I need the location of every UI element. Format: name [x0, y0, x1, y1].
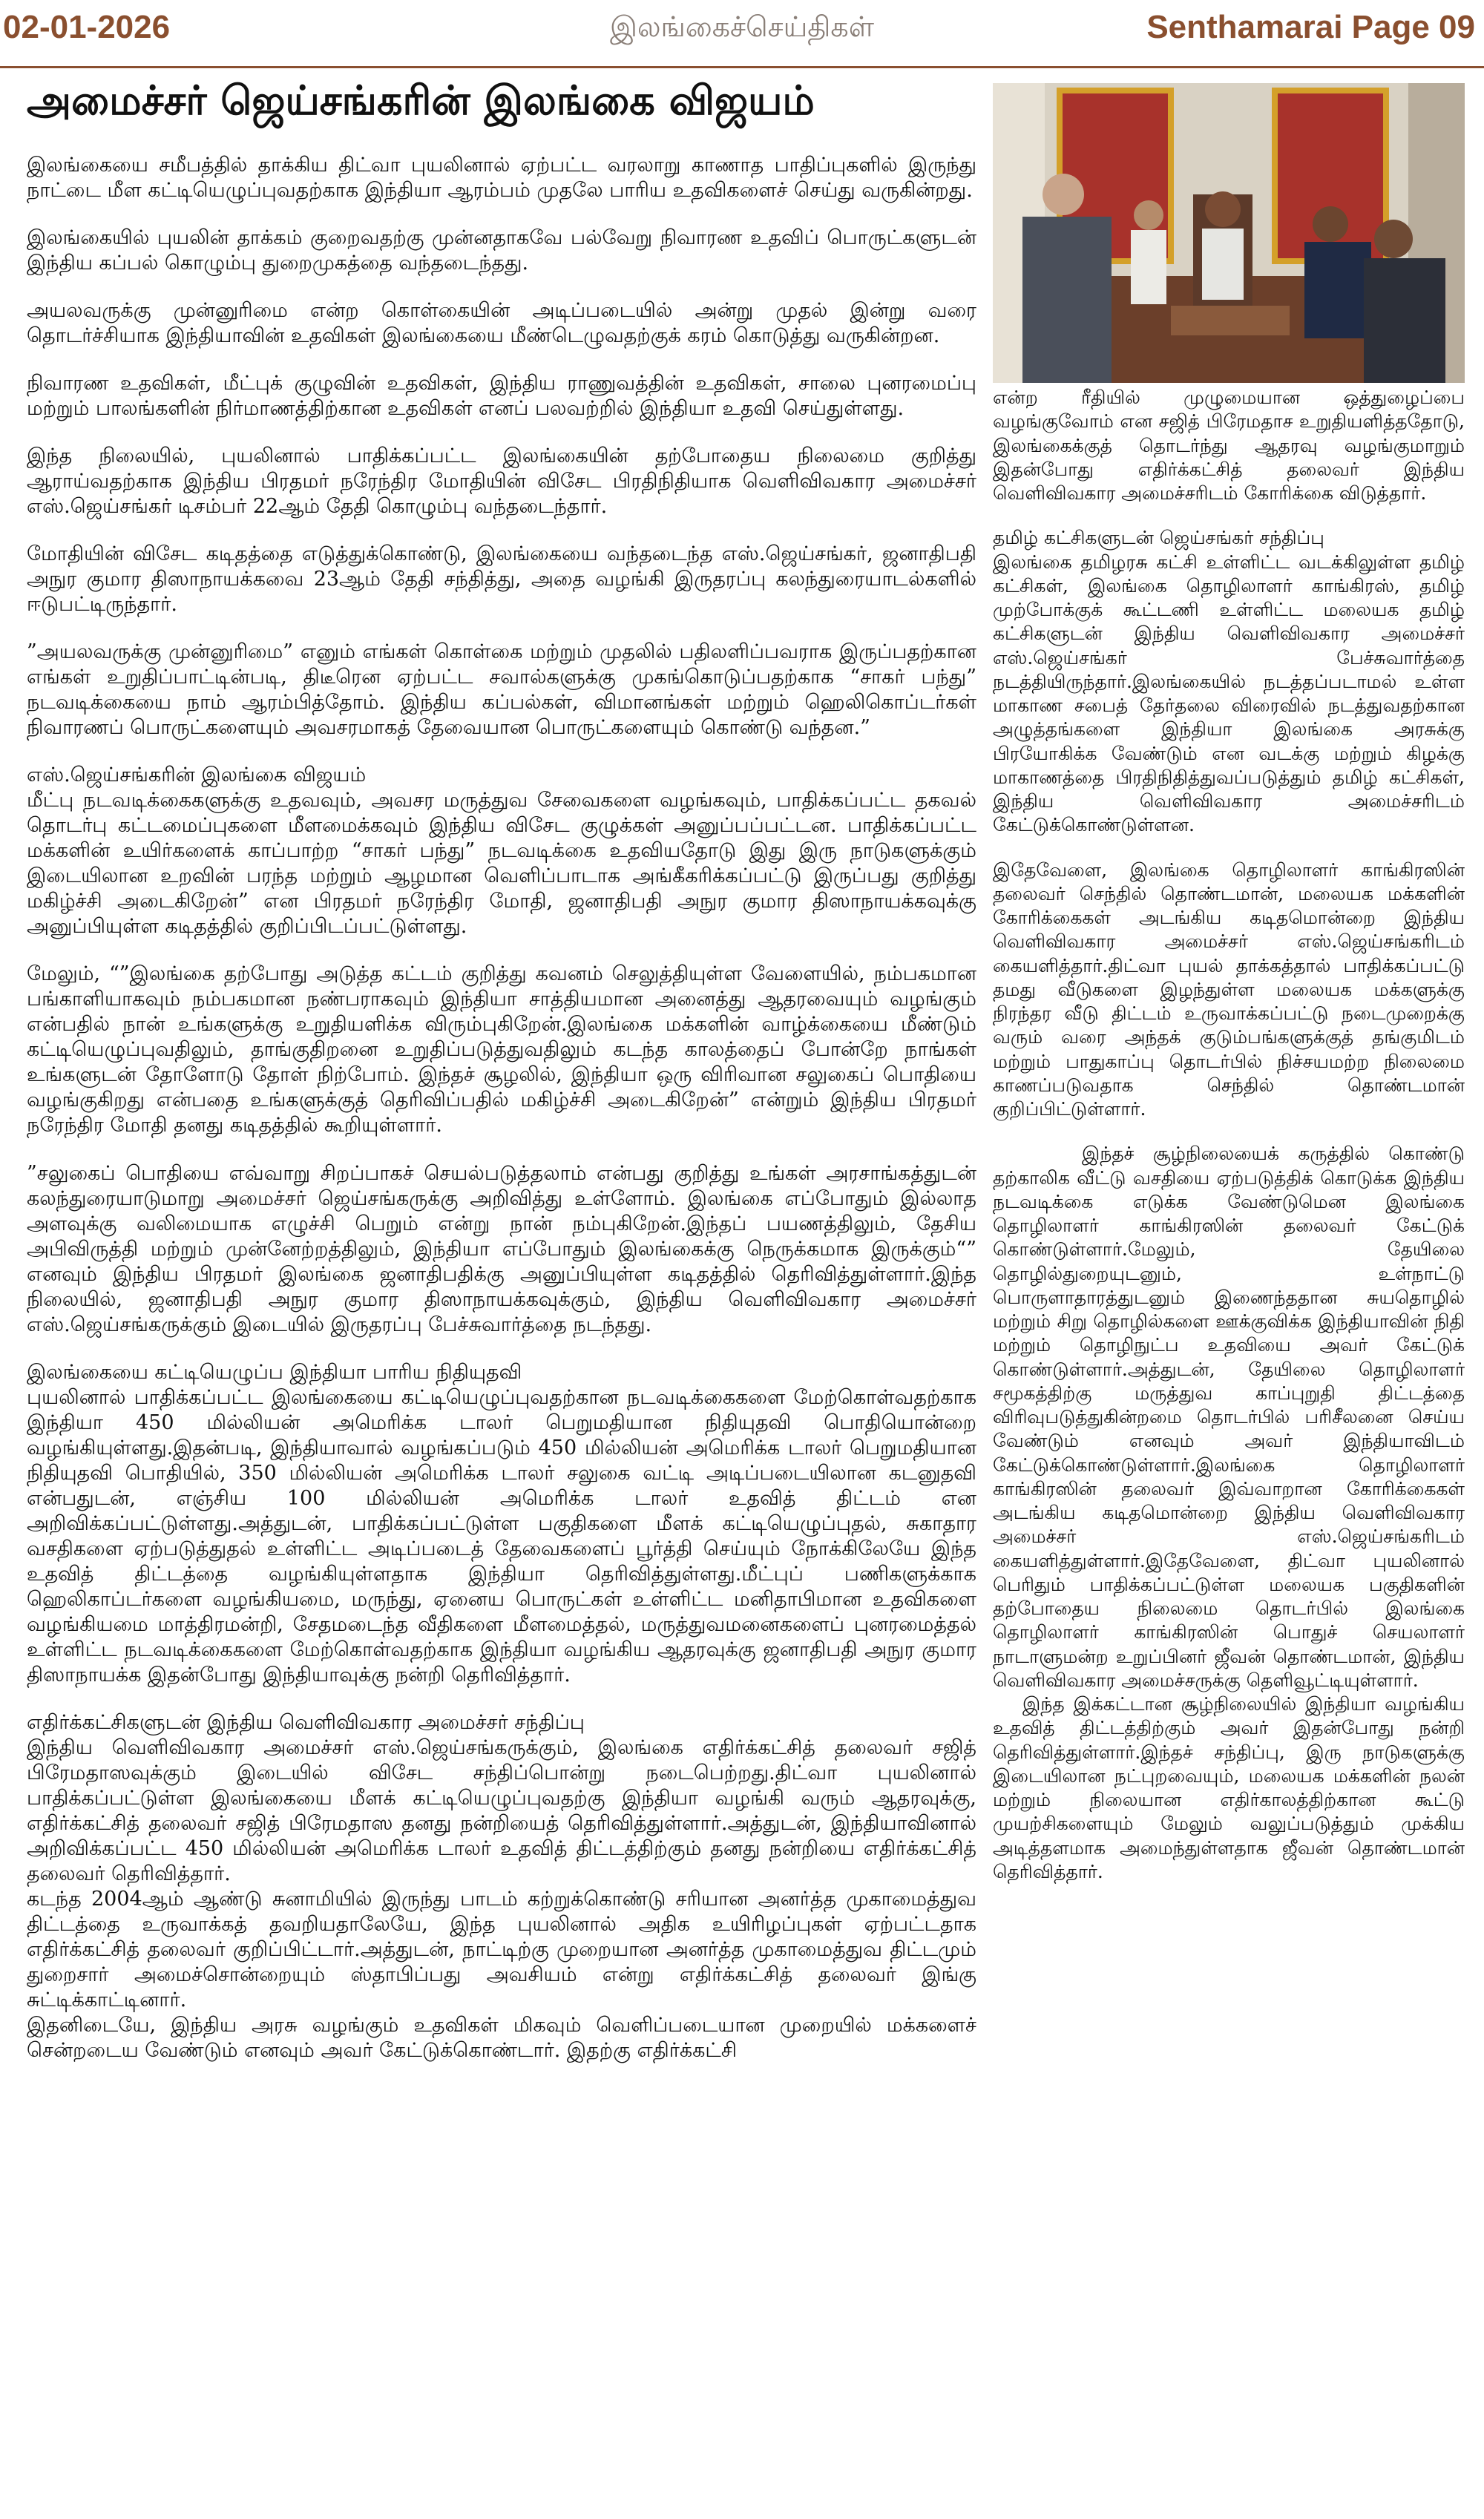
- person-suit: [1364, 258, 1445, 383]
- masthead: [0, 0, 1484, 68]
- person-shirt: [1202, 229, 1244, 300]
- article-paragraph: மீட்பு நடவடிக்கைகளுக்கு உதவவும், அவசர மருத்துவ சேவைகளை வழங்கவும், பாதிக்கப்பட்ட தகவல் தொடர்பு கட்டமைப்புகளை மீளமைக்கவும் இந்திய விசேட குழுக்கள் அனுப்பப்பட்டன. பாதிக்கப்பட்ட மக்களின் உயிர்களைக் காப்பாற்ற “சாகர் பந்து” நடவடிக்கை உதவியதோடு இது இரு நாடுகளுக்கும் இடையிலான உறவின் பரந்த மற்றும் ஆழமான வெளிப்பாடாக அங்கீகரிக்கப்பட்டு இருப்பது குறித்து மகிழ்ச்சி அடைகிறேன்” என பிரதமர் நரேந்திர மோதி, ஜனாதிபதி அநுர குமார திஸாநாயக்கவுக்கு அனுப்பியுள்ள கடிதத்தில் குறிப்பிடப்பட்டுள்ளது.: [27, 789, 976, 939]
- publication-name: இலங்கைச்செய்திகள்: [609, 10, 875, 43]
- person-shirt: [1131, 230, 1166, 304]
- article-paragraph: கடந்த 2004ஆம் ஆண்டு சுனாமியில் இருந்து பாடம் கற்றுக்கொண்டு சரியான அனர்த்த முகாமைத்துவ திட்டத்தை உருவாக்கத் தவறியதாலேயே, இந்த புயலினால் அதிக உயிரிழப்புகள் ஏற்பட்டதாக எதிர்க்கட்சித் தலைவர் குறிப்பிட்டார்.அத்துடன், நாட்டிற்கு முறையான அனர்த்த முகாமைத்துவ திட்டமும் துறைசார் அமைச்சொன்றையும் ஸ்தாபிப்பது அவசியம் என்று எதிர்க்கட்சித் தலைவர் இங்கு சுட்டிக்காட்டினார்.: [27, 1887, 976, 2011]
- table: [1171, 306, 1290, 335]
- section-tamil-parties: [993, 526, 1465, 837]
- subhead-visit: எஸ்.ஜெய்சங்கரின் இலங்கை விஜயம்: [27, 763, 367, 787]
- article-paragraph: நிவாரண உதவிகள், மீட்புக் குழுவின் உதவிகள், இந்திய ராணுவத்தின் உதவிகள், சாலை புனரமைப்பு மற்றும் பாலங்களின் நிர்மாணத்திற்கான உதவிகள் எனப் பலவற்றில் இந்தியா உதவி செய்துள்ளது.: [27, 372, 976, 421]
- person-head: [1205, 191, 1241, 227]
- article-paragraph: இந்த இக்கட்டான சூழ்நிலையில் இந்தியா வழங்கிய உதவித் திட்டத்திற்கும் அவர் இதன்போது நன்றி தெரிவித்துள்ளார்.இந்தச் சந்திப்பு, இரு நாடுகளுக்கு இடையிலான நட்புறவையும், மலையக மக்களின் நலன் மற்றும் நிலையான எதிர்காலத்திற்கான கூட்டு முயற்சிகளையும் மேலும் வலுப்படுத்தும் முக்கிய அடித்தளமாக அமைந்துள்ளதாக ஜீவன் தொண்டமான் தெரிவித்தார்.: [993, 1693, 1465, 1882]
- section-opposition: [27, 1710, 976, 2063]
- person-head: [1374, 220, 1413, 258]
- article-paragraph: இதேவேளை, இலங்கை தொழிலாளர் காங்கிரஸின் தலைவர் செந்தில் தொண்டமான், மலையக மக்களின் கோரிக்கைகள் அடங்கிய கடிதமொன்றை இந்திய வெளிவிவகார அமைச்சர் எஸ்.ஜெய்சங்கரிடம் கையளித்தார்.திட்வா புயல் தாக்கத்தால் பாதிக்கப்பட்டு தமது வீடுகளை இழந்துள்ள மலையக மக்களுக்கு நிரந்தர வீடு திட்டம் உருவாக்கப்பட்டு நடைமுறைக்கு வரும் வரை அந்தக் குடும்பங்களுக்குத் தங்குமிடம் மற்றும் பாதுகாப்பு தொடர்பில் நிச்சயமற்ற நிலைமை காணப்படுவதாக செந்தில் தொண்டமான் குறிப்பிட்டுள்ளார்.: [993, 858, 1465, 1120]
- article-side-column: [993, 386, 1465, 2515]
- article-paragraph: மேலும், “”இலங்கை தற்போது அடுத்த கட்டம் குறித்து கவனம் செலுத்தியுள்ள வேளையில், நம்பகமான பங்காளியாகவும் நம்பகமான நண்பராகவும் இந்தியா சாத்தியமான அனைத்து ஆதரவையும் வழங்கும் என்பதில் நான் உங்களுக்கு உறுதியளிக்க விரும்புகிறேன்.இலங்கை மக்களின் வாழ்க்கையை மீண்டும் கட்டியெழுப்புவதிலும், தாங்குதிறனை உறுதிப்படுத்துவதிலும் கடந்த காலத்தைப் போன்றே நாங்கள் உங்களுடன் தோளோடு தோள் நிற்போம். இந்தச் சூழலில், இந்தியா ஒரு விரிவான சலுகைப் பொதியை வழங்குகிறது என்பதை உங்களுக்குத் தெரிவிப்பதில் மகிழ்ச்சி அடைகிறேன்” என்றும் இந்திய பிரதமர் நரேந்திர மோதி தனது கடிதத்தில் கூறியுள்ளார்.: [27, 962, 976, 1137]
- person-suit: [1304, 242, 1371, 338]
- person-head: [1313, 206, 1348, 242]
- person-head: [1043, 174, 1084, 215]
- article-paragraph: இந்தச் சூழ்நிலையைக் கருத்தில் கொண்டு தற்காலிக வீட்டு வசதியை ஏற்படுத்திக் கொடுக்க இந்திய நடவடிக்கை எடுக்க வேண்டுமென இலங்கை தொழிலாளர் காங்கிரஸின் தலைவர் கேட்டுக் கொண்டுள்ளார்.மேலும், தேயிலை தொழில்துறையுடனும், உள்நாட்டு பொருளாதாரத்துடனும் இணைந்ததான சுயதொழில் மற்றும் சிறு தொழில்களை ஊக்குவிக்க இந்தியாவின் நிதி மற்றும் தொழிநுட்ப உதவியை அவர் கேட்டுக் கொண்டுள்ளார்.அத்துடன், தேயிலை தொழிலாளர் சமூகத்திற்கு மருத்துவ காப்புறுதி திட்டத்தை விரிவுபடுத்துகின்றமை தொடர்பில் பரிசீலனை செய்ய வேண்டும் எனவும் அவர் இந்தியாவிடம் கேட்டுக்கொண்டுள்ளார்.இலங்கை தொழிலாளர் காங்கிரஸின் தலைவர் இவ்வாறான கோரிக்கைகள் அடங்கிய கடிதமொன்றை இந்திய வெளிவிவகார அமைச்சர் எஸ்.ஜெய்சங்கரிடம் கையளித்துள்ளார்.இதேவேளை, திட்வா புயலினால் பெரிதும் பாதிக்கப்பட்டுள்ள மலையக பகுதிகளின் தற்போதைய நிலைமை தொடர்பில் இலங்கை தொழிலாளர் காங்கிரஸின் பொதுச் செயலாளர் நாடாளுமன்ற உறுப்பினர் ஜீவன் தொண்டமான், இந்திய வெளிவிவகார அமைச்சருக்கு தெளிவூட்டியுள்ளார்.: [993, 1143, 1465, 1691]
- person-head: [1134, 200, 1163, 230]
- page-label: Senthamarai Page 09: [1146, 9, 1475, 45]
- article-paragraph: மோதியின் விசேட கடிதத்தை எடுத்துக்கொண்டு, இலங்கையை வந்தடைந்த எஸ்.ஜெய்சங்கர், ஜனாதிபதி அநுர குமார திஸாநாயக்கவை 23ஆம் தேதி சந்தித்து, அதை வழங்கி இருதரப்பு கலந்துரையாடல்களில் ஈடுபட்டிருந்தார்.: [27, 542, 976, 617]
- subhead-opposition: எதிர்க்கட்சிகளுடன் இந்திய வெளிவிவகார அமைச்சர் சந்திப்பு: [27, 1710, 585, 1734]
- article-main-column: [27, 153, 976, 2512]
- article-paragraph: இந்த நிலையில், புயலினால் பாதிக்கப்பட்ட இலங்கையின் தற்போதைய நிலைமை குறித்து ஆராய்வதற்காக இந்திய பிரதமர் நரேந்திர மோதியின் விசேட பிரதிநிதியாக வெளிவிவகார அமைச்சர் எஸ்.ஜெய்சங்கர் டிசம்பர் 22ஆம் தேதி கொழும்பு வந்தடைந்தார்.: [27, 444, 976, 519]
- article-paragraph: அயலவருக்கு முன்னுரிமை என்ற கொள்கையின் அடிப்படையில் அன்று முதல் இன்று வரை தொடர்ச்சியாக இந்தியாவின் உதவிகள் இலங்கையை மீண்டெழுவதற்குக் கரம் கொடுத்து வருகின்றன.: [27, 299, 976, 348]
- section-visit: [27, 763, 976, 939]
- article-paragraph: புயலினால் பாதிக்கப்பட்ட இலங்கையை கட்டியெழுப்புவதற்கான நடவடிக்கைகளை மேற்கொள்வதற்காக இந்தியா 450 மில்லியன் அமெரிக்க டாலர் பெறுமதியான நிதியுதவி பொதியொன்றை வழங்கியுள்ளது.இதன்படி, இந்தியாவால் வழங்கப்படும் 450 மில்லியன் அமெரிக்க டாலர் பெறுமதியான நிதியுதவி பொதியில், 350 மில்லியன் அமெரிக்க டாலர் சலுகை வட்டி அடிப்படையிலான கடனுதவி என்பதுடன், எஞ்சிய 100 மில்லியன் அமெரிக்க டாலர் உதவித் திட்டம் என அறிவிக்கப்பட்டுள்ளது.அத்துடன், பாதிக்கப்பட்டுள்ள பகுதிகளை மீளக் கட்டியெழுப்புதல், சுகாதார வசதிகளை ஏற்படுத்துதல் உள்ளிட்ட அடிப்படைத் தேவைகளைப் பூர்த்தி செய்யும் நோக்கிலேயே இந்த உதவித் திட்டத்தை வழங்கியுள்ளதாக இந்தியா தெரிவித்துள்ளது.மீட்புப் பணிகளுக்காக ஹெலிகாப்டர்களை வழங்கியமை, மருந்து, ஏனைய பொருட்கள் உள்ளிட்ட மனிதாபிமான உதவிகளை வழங்கியமை மாத்திரமன்றி, சேதமடைந்த வீதிகளை மீளமைத்தல், மருத்துவமனைகளைப் புனரமைத்தல் உள்ளிட்ட நடவடிக்கைகளை மேற்கொள்வதற்காக இந்தியா வழங்கிய ஆதரவுக்கு ஜனாதிபதி அநுர குமார திஸாநாயக்க இதன்போது இந்தியாவுக்கு நன்றி தெரிவித்தார்.: [27, 1385, 976, 1687]
- article-headline: அமைச்சர் ஜெய்சங்கரின் இலங்கை விஜயம்: [27, 77, 815, 124]
- issue-date: 02-01-2026: [3, 9, 171, 45]
- article-paragraph: இலங்கை தமிழரசு கட்சி உள்ளிட்ட வடக்கிலுள்ள தமிழ் கட்சிகள், இலங்கை தொழிலாளர் காங்கிரஸ், தமிழ் முற்போக்குக் கூட்டணி உள்ளிட்ட மலையக தமிழ் கட்சிகளுடன் இந்திய வெளிவிவகார அமைச்சர் எஸ்.ஜெய்சங்கர் பேச்சுவார்த்தை நடத்தியிருந்தார்.இலங்கையில் நடத்தப்படாமல் உள்ள மாகாண சபைத் தேர்தலை விரைவில் நடத்துவதற்கான அழுத்தங்களை இந்தியா இலங்கை அரசுக்கு பிரயோகிக்க வேண்டும் என வடக்கு மற்றும் கிழக்கு மாகாணத்தை பிரதிநிதித்துவப்படுத்தும் தமிழ் கட்சிகள், இந்திய வெளிவிவகார அமைச்சரிடம் கேட்டுக்கொண்டுள்ளன.: [993, 551, 1465, 836]
- article-paragraph: ”சலுகைப் பொதியை எவ்வாறு சிறப்பாகச் செயல்படுத்தலாம் என்பது குறித்து உங்கள் அரசாங்கத்துடன் கலந்துரையாடுமாறு அமைச்சர் ஜெய்சங்கருக்கு அறிவித்து உள்ளோம். இலங்கை எப்போதும் இல்லாத அளவுக்கு வலிமையாக எழுச்சி பெறும் என்று நான் நம்புகிறேன்.இந்தப் பயணத்திலும், தேசிய அபிவிருத்தி மற்றும் முன்னேற்றத்திலும், இந்தியா எப்போதும் இலங்கைக்கு நெருக்கமாக இருக்கும்“” எனவும் இந்திய பிரதமர் இலங்கை ஜனாதிபதிக்கு அனுப்பியுள்ள கடிதத்தில் தெரிவித்துள்ளார்.இந்த நிலையில், ஜனாதிபதி அநுர குமார திஸாநாயக்கவுக்கும், இந்திய வெளிவிவகார அமைச்சர் எஸ்.ஜெய்சங்கருக்கும் இடையில் இருதரப்பு பேச்சுவார்த்தை நடந்தது.: [27, 1161, 976, 1336]
- person-suit: [1022, 217, 1112, 383]
- meeting-photo-icon: [993, 83, 1465, 383]
- article-paragraph: இதனிடையே, இந்திய அரசு வழங்கும் உதவிகள் மிகவும் வெளிப்படையான முறையில் மக்களைச் சென்றடைய வேண்டும் எனவும் அவர் கேட்டுக்கொண்டார். இதற்கு எதிர்க்கட்சி: [27, 2014, 976, 2063]
- article-paragraph: இந்திய வெளிவிவகார அமைச்சர் எஸ்.ஜெய்சங்கருக்கும், இலங்கை எதிர்க்கட்சித் தலைவர் சஜித் பிரேமதாஸவுக்கும் இடையில் விசேட சந்திப்பொன்று நடைபெற்றது.திட்வா புயலினால் பாதிக்கப்பட்டுள்ள இலங்கையை மீளக் கட்டியெழுப்புவதற்கு இந்தியா வழங்கி வரும் ஆதரவுக்கு, எதிர்க்கட்சித் தலைவர் சஜித் பிரேமதாஸ தனது நன்றியைத் தெரிவித்துள்ளார்.அத்துடன், இந்தியாவினால் அறிவிக்கப்பட்ட 450 மில்லியன் அமெரிக்க டாலர் உதவித் திட்டத்திற்கும் தனது நன்றியை எதிர்க்கட்சித் தலைவர் தெரிவித்தார்.: [27, 1735, 976, 1885]
- section-aid: [27, 1360, 976, 1688]
- subhead-aid: இலங்கையை கட்டியெழுப்ப இந்தியா பாரிய நிதியுதவி: [27, 1360, 522, 1384]
- meeting-photo: [993, 83, 1465, 383]
- article-paragraph: ”அயலவருக்கு முன்னுரிமை” எனும் எங்கள் கொள்கை மற்றும் முதலில் பதிலளிப்பவராக இருப்பதற்கான எங்கள் உறுதிப்பாட்டின்படி, திடீரென ஏற்பட்ட சவால்களுக்கு முகங்கொடுப்பதற்காக “சாகர் பந்து” நடவடிக்கையை நாம் ஆரம்பித்தோம். இந்திய கப்பல்கள், விமானங்கள் மற்றும் ஹெலிகொப்டர்கள் நிவாரணப் பொருட்களையும் அவசரமாகத் தேவையான பொருட்களையும் கொண்டு வந்தன.”: [27, 640, 976, 740]
- article-paragraph: என்ற ரீதியில் முழுமையான ஒத்துழைப்பை வழங்குவோம் என சஜித் பிரேமதாச உறுதியளித்ததோடு, இலங்கைக்குத் தொடர்ந்து ஆதரவு வழங்குமாறும் இதன்போது எதிர்க்கட்சித் தலைவர் இந்திய வெளிவிவகார அமைச்சரிடம் கோரிக்கை விடுத்தார்.: [993, 387, 1465, 504]
- subhead-tamil-parties: தமிழ் கட்சிகளுடன் ஜெய்சங்கர் சந்திப்பு: [993, 527, 1324, 549]
- article-paragraph: இலங்கையில் புயலின் தாக்கம் குறைவதற்கு முன்னதாகவே பல்வேறு நிவாரண உதவிப் பொருட்களுடன் இந்திய கப்பல் கொழும்பு துறைமுகத்தை வந்தடைந்தது.: [27, 226, 976, 275]
- article-paragraph: இலங்கையை சமீபத்தில் தாக்கிய திட்வா புயலினால் ஏற்பட்ட வரலாறு காணாத பாதிப்புகளில் இருந்து நாட்டை மீள கட்டியெழுப்புவதற்காக இந்தியா ஆரம்பம் முதலே பாரிய உதவிகளைச் செய்து வருகின்றது.: [27, 154, 976, 203]
